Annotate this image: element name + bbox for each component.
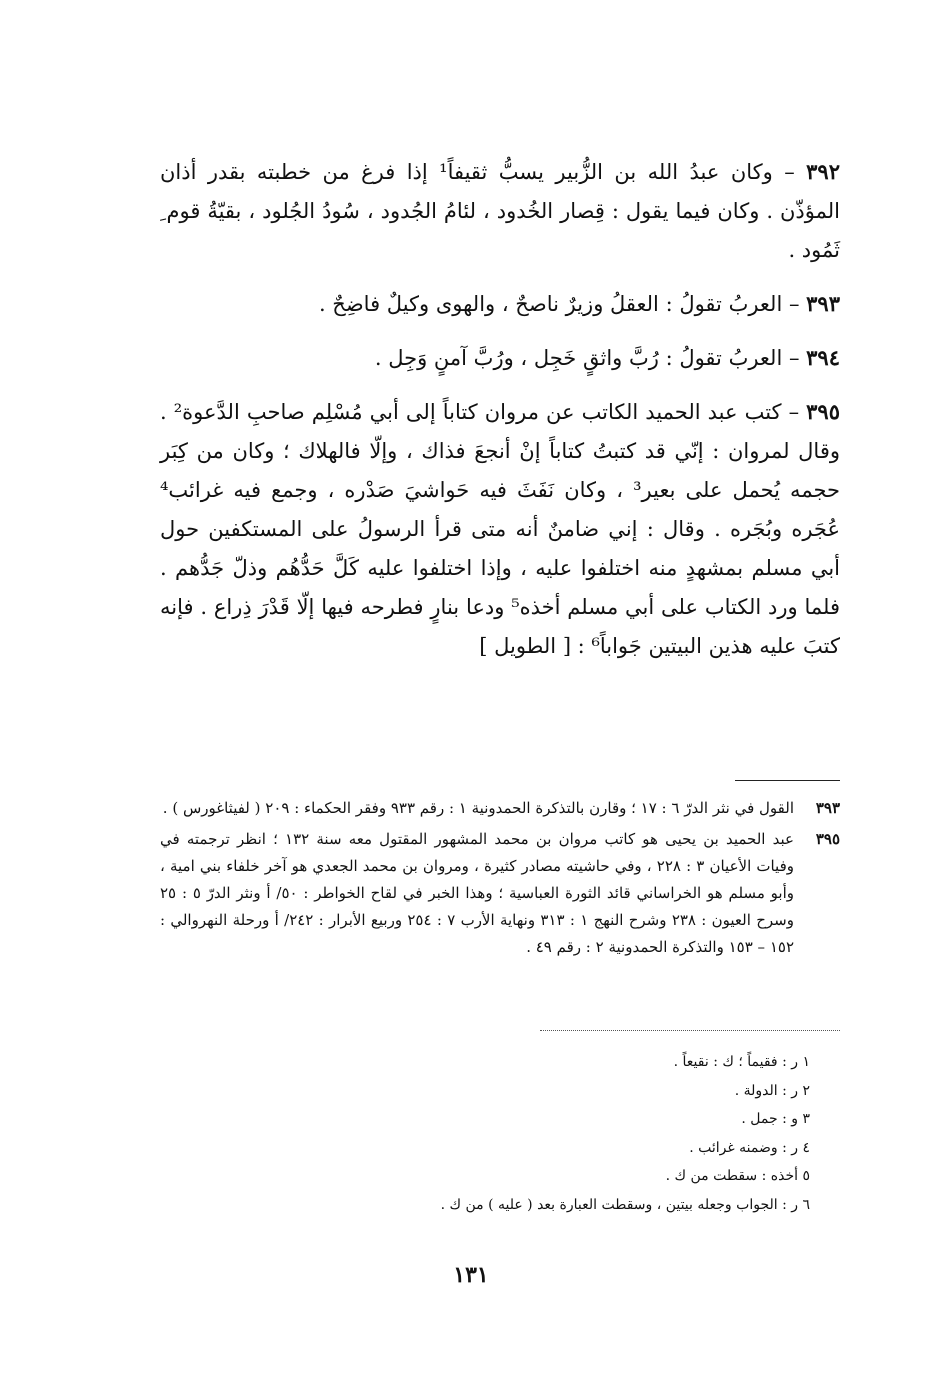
- variant-2: ٢ ر : الدولة .: [734, 1082, 810, 1099]
- entry-text: – العربُ تقولُ : العقلُ وزيرٌ ناصحٌ ، والهوى وكيلٌ فاضِحٌ .: [318, 292, 800, 316]
- entry-number: ٣٩٣: [806, 291, 840, 316]
- entry-number: ٣٩٥: [806, 399, 840, 424]
- variant-1: ١ ر : فقيماً ؛ ك : نقيعاً .: [673, 1054, 810, 1070]
- variants-divider: [540, 1030, 840, 1031]
- variant-6: ٦ ر : الجواب وجعله بيتين ، وسقطت العبارة بعد ( عليه ) من ك .: [440, 1196, 810, 1213]
- entry-number: ٣٩٢: [806, 159, 840, 184]
- entry-text: – كتب عبد الحميد الكاتب عن مروان كتاباً إلى أبي مُسْلِم صاحبِ الدَّعوة² . وقال لمروان : إنّي قد كتبتُ كتاباً إنْ أنجعَ فذاك ، وإلّا فالهلاك ؛ وكان من كِبَر حجمه يُحمل على بعير³ ، وكان نَفَثَ فيه حَواشيَ صَدْره ، وجمع فيه غرائب⁴ عُجَره وبُجَره . وقال : إني ضامنٌ أنه متى قرأ الرسولُ على المستكفين حول أبي مسلم بمشهدٍ منه اختلفوا عليه ، وإذا اختلفوا عليه كَلَّ حَدُّهُم وذلّ جَدُّهم . فلما ورد الكتاب على أبي مسلم أخذه⁵ ودعا بنارٍ فطرحه فيها إلّا قَدْرَ ذِراع . فإنه كتبَ عليه هذين البيتين جَواباً⁶ : [ الطويل ]: [160, 400, 840, 658]
- variant-4: ٤ ر : وضمنه غرائب .: [689, 1139, 810, 1156]
- variant-readings: [160, 1048, 840, 1219]
- variant-5: ٥ أخذه : سقطت من ك .: [665, 1168, 810, 1184]
- footnote-divider: [735, 780, 840, 781]
- entry-text: – العربُ تقولُ : رُبَّ واثقٍ خَجِل ، ورُبَّ آمنٍ وَجِل .: [374, 346, 800, 370]
- entry-395: [160, 392, 840, 666]
- entry-392: [160, 152, 840, 270]
- entry-text: – وكان عبدُ الله بن الزُّبير يسبُّ ثقيفاً¹ إذا فرغ من خطبته بقدر أذان المؤذّن . وكان فيما يقول : قِصار الخُدود ، لئامُ الجُدود ، سُودُ الجُلود ، بقيّةُ قوم ِ ثَمُود .: [160, 160, 840, 262]
- footnote-number: ٣٩٣: [815, 799, 840, 817]
- footnotes: [160, 795, 840, 965]
- variant-3: ٣ و : جمل .: [741, 1111, 810, 1127]
- footnote-395: [160, 826, 840, 961]
- footnote-number: ٣٩٥: [815, 830, 840, 848]
- footnote-393: [160, 795, 840, 822]
- page-number: ١٣١: [453, 1262, 489, 1288]
- entry-393: [160, 284, 840, 324]
- entry-394: [160, 338, 840, 378]
- footnote-text: القول في نثر الدرّ ٦ : ١٧ ؛ وقارن بالتذكرة الحمدونية ١ : رقم ٩٣٣ وفقر الحكماء : ٢٠٩ ( لفيثاغورس ) .: [162, 799, 794, 817]
- footnote-text: عبد الحميد بن يحيى هو كاتب مروان بن محمد المشهور المقتول معه سنة ١٣٢ ؛ انظر ترجمته في وفيات الأعيان ٣ : ٢٢٨ ، وفي حاشيته مصادر كثيرة ، ومروان بن محمد الجعدي هو آخر خلفاء بني امية ، وأبو مسلم هو الخراساني قائد الثورة العباسية ؛ وهذا الخبر في لقاح الخواطر : ٥٠/ أ ونثر الدرّ ٥ : ٢٥ وسرح العيون : ٢٣٨ وشرح النهج ١ : ٣١٣ ونهاية الأرب ٧ : ٢٥٤ وربيع الأبرار : ٢٤٢/ أ ورحلة النهروالي : ١٥٢ – ١٥٣ والتذكرة الحمدونية ٢ : رقم ٤٩ .: [160, 830, 795, 956]
- entry-number: ٣٩٤: [806, 345, 840, 370]
- main-text: [160, 152, 840, 680]
